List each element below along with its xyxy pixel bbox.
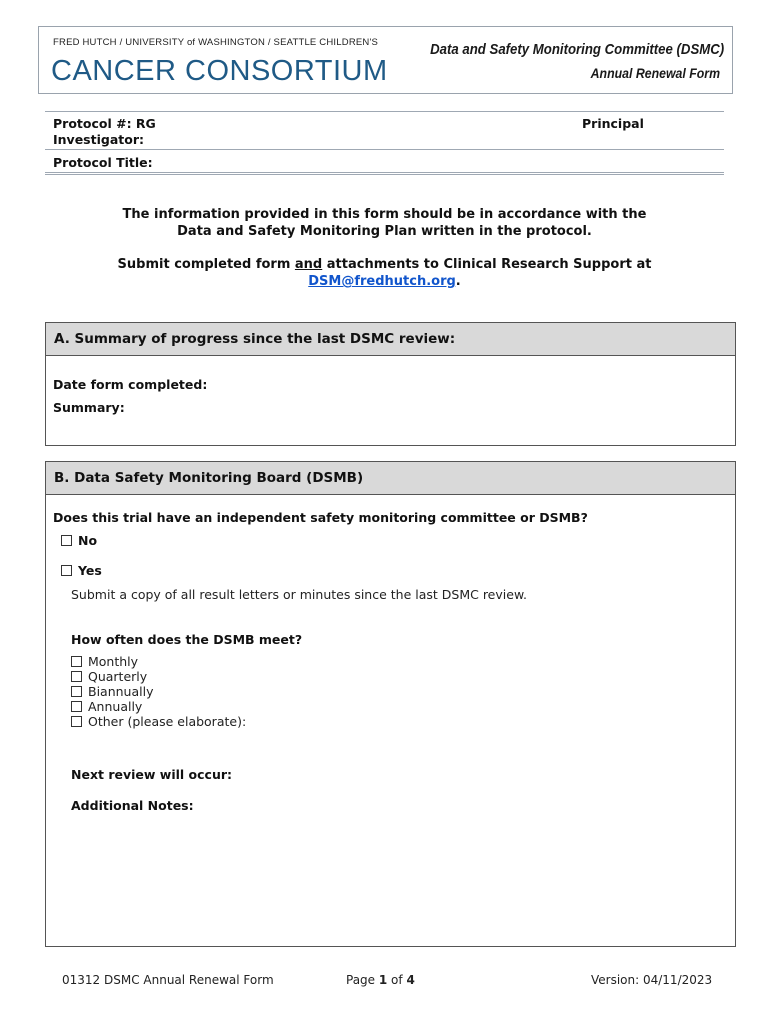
submission-instructions [45,256,724,290]
frequency-option-annually[interactable] [71,699,142,714]
frequency-option-other[interactable] [71,714,246,729]
additional-notes-label: Additional Notes: [71,798,194,813]
no-checkbox[interactable] [61,535,72,546]
consortium-partners-text: FRED HUTCH / UNIVERSITY of WASHINGTON / SEATTLE CHILDREN'S [53,37,379,48]
no-label: No [78,533,98,548]
biannually-checkbox[interactable] [71,686,82,697]
protocol-number-label: Protocol #: RG [53,116,156,131]
divider [45,172,724,175]
date-completed-label: Date form completed: [53,377,208,392]
footer-form-id: 01312 DSMC Annual Renewal Form [62,973,274,987]
divider [45,149,724,150]
no-option[interactable] [61,533,97,548]
submission-text-2: attachments to Clinical Research Support at [322,257,652,272]
form-title: Data and Safety Monitoring Committee (DSMC) [429,41,724,58]
next-review-label: Next review will occur: [71,767,233,782]
yes-checkbox[interactable] [61,565,72,576]
option-label: Monthly [88,654,139,669]
option-label: Other (please elaborate): [88,714,247,729]
frequency-question: How often does the DSMB meet? [71,632,303,647]
page-of: of [387,973,407,987]
frequency-option-biannually[interactable] [71,684,153,699]
other-checkbox[interactable] [71,716,82,727]
email-link[interactable]: DSM@fredhutch.org [308,274,456,289]
period: . [455,274,461,289]
protocol-title-label: Protocol Title: [53,155,153,170]
submission-email-line [45,273,724,290]
page-current: 1 [378,973,388,987]
dsmb-question: Does this trial have an independent safety monitoring committee or DSMB? [53,510,588,525]
principal-label: Principal [582,116,644,131]
divider [45,111,724,112]
page-prefix: Page [346,973,379,987]
yes-option[interactable] [61,563,102,578]
monthly-checkbox[interactable] [71,656,82,667]
yes-label: Yes [78,563,102,578]
section-a-heading: A. Summary of progress since the last DSMC review: [46,323,735,356]
annually-checkbox[interactable] [71,701,82,712]
submission-and: and [294,257,323,272]
frequency-option-quarterly[interactable] [71,669,147,684]
section-b [45,461,736,947]
instructions-line-1: The information provided in this form should be in accordance with the [122,207,647,222]
section-b-heading: B. Data Safety Monitoring Board (DSMB) [46,462,735,495]
instructions-line-2: Data and Safety Monitoring Plan written in the protocol. [177,224,592,239]
form-subtitle: Annual Renewal Form [590,65,720,81]
footer-version: Version: 04/11/2023 [591,973,713,987]
summary-label: Summary: [53,400,125,415]
yes-instruction: Submit a copy of all result letters or minutes since the last DSMC review. [71,587,527,602]
submission-text: Submit completed form [117,257,295,272]
instructions [45,206,724,240]
investigator-label: Investigator: [53,132,144,147]
option-label: Quarterly [88,669,148,684]
consortium-logo-text: CANCER CONSORTIUM [51,55,388,87]
frequency-option-monthly[interactable] [71,654,138,669]
page-total: 4 [406,973,415,987]
option-label: Biannually [88,684,154,699]
document-header [38,26,733,94]
submission-line [45,256,724,273]
footer-page-number [346,973,415,987]
option-label: Annually [88,699,143,714]
quarterly-checkbox[interactable] [71,671,82,682]
